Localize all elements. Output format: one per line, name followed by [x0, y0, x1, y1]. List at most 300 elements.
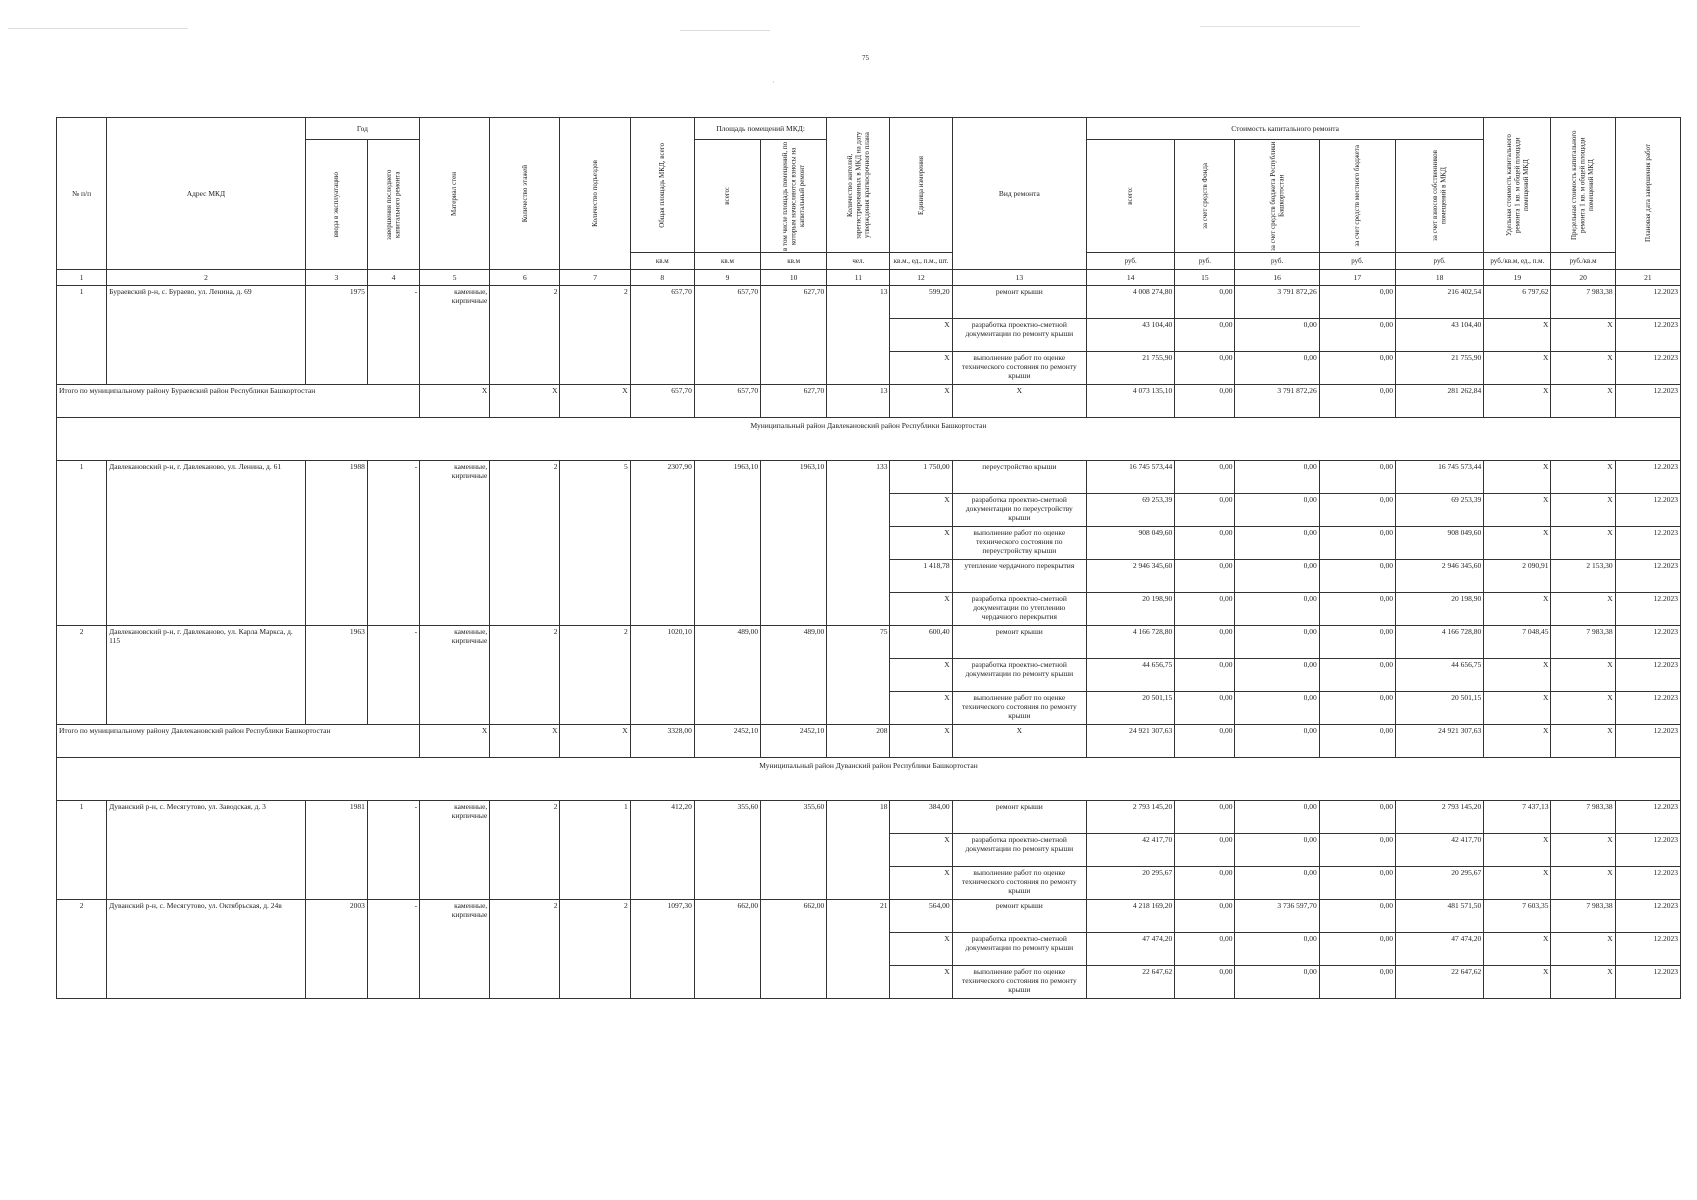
repair-type: ремонт крыши [952, 626, 1086, 659]
repair-type: X [952, 725, 1086, 758]
year-last-repair: - [367, 286, 419, 385]
specific-cost: X [1484, 692, 1551, 725]
cost-total: 4 008 274,80 [1087, 286, 1175, 319]
cost-total: 22 647,62 [1087, 966, 1175, 999]
column-number: 17 [1319, 270, 1395, 286]
cost-total: 21 755,90 [1087, 352, 1175, 385]
total-area: 657,70 [630, 286, 694, 385]
cost-fund: 0,00 [1175, 527, 1235, 560]
column-number: 5 [420, 270, 490, 286]
cost-owners: 4 166 728,80 [1395, 626, 1483, 659]
cost-total: 20 295,67 [1087, 867, 1175, 900]
header-num: № п/п [57, 118, 107, 270]
cost-local: 0,00 [1319, 692, 1395, 725]
total-area: 1097,30 [630, 900, 694, 999]
planned-date: 12.2023 [1615, 692, 1680, 725]
cost-fund: 0,00 [1175, 319, 1235, 352]
work-quantity: X [890, 494, 952, 527]
premises-owned-area: 489,00 [761, 626, 827, 725]
unit-cost-fund: руб. [1175, 253, 1235, 270]
entrances: 2 [560, 900, 630, 999]
page-number: 75 [862, 54, 869, 62]
cost-local: 0,00 [1319, 933, 1395, 966]
header-floors: Количество этажей [490, 118, 560, 270]
specific-cost: 6 797,62 [1484, 286, 1551, 319]
work-quantity: X [890, 593, 952, 626]
work-quantity: X [890, 385, 952, 418]
header-limit-cost: Предельная стоимость капитального ремонта 1 кв. м общей площади помещений МКД [1551, 118, 1615, 253]
table-row [57, 626, 1681, 659]
district-section-row [57, 758, 1681, 801]
header-cost: Стоимость капитального ремонта [1087, 118, 1484, 140]
cost-owners: 22 647,62 [1395, 966, 1483, 999]
repair-type: выполнение работ по оценке технического состояния по ремонту крыши [952, 966, 1086, 999]
column-number: 15 [1175, 270, 1235, 286]
header-premises-area: Площадь помещений МКД: [694, 118, 826, 140]
planned-date: 12.2023 [1615, 933, 1680, 966]
floors: 2 [490, 801, 560, 900]
year-last-repair: - [367, 900, 419, 999]
header-cost-republic: за счет средств бюджета Республики Башкортостан [1235, 140, 1319, 253]
cost-owners: 2 946 345,60 [1395, 560, 1483, 593]
cost-total: 20 501,15 [1087, 692, 1175, 725]
header-specific-cost: Удельная стоимость капитального ремонта 1 кв. м общей площади помещений МКД [1484, 118, 1551, 253]
cost-fund: 0,00 [1175, 352, 1235, 385]
limit-cost: X [1551, 725, 1615, 758]
column-number: 20 [1551, 270, 1615, 286]
column-number: 7 [560, 270, 630, 286]
cost-total: 4 073 135,10 [1087, 385, 1175, 418]
cost-republic: 0,00 [1235, 801, 1319, 834]
premises-owned-area: 2452,10 [761, 725, 827, 758]
repair-type: X [952, 385, 1086, 418]
work-quantity: 600,40 [890, 626, 952, 659]
table-row [57, 461, 1681, 494]
unit-cost-total: руб. [1087, 253, 1175, 270]
cost-total: 42 417,70 [1087, 834, 1175, 867]
work-quantity: X [890, 933, 952, 966]
limit-cost: 2 153,30 [1551, 560, 1615, 593]
column-number: 18 [1395, 270, 1483, 286]
cost-local: 0,00 [1319, 494, 1395, 527]
cost-owners: 281 262,84 [1395, 385, 1483, 418]
year-commission: 1975 [305, 286, 367, 385]
cost-republic: 0,00 [1235, 867, 1319, 900]
repair-type: выполнение работ по оценке технического состояния по ремонту крыши [952, 867, 1086, 900]
scan-noise [1200, 26, 1360, 27]
column-numbers-row [57, 270, 1681, 286]
residents: 13 [827, 286, 890, 385]
work-quantity: X [890, 834, 952, 867]
repair-type: разработка проектно-сметной документации по ремонту крыши [952, 933, 1086, 966]
planned-date: 12.2023 [1615, 834, 1680, 867]
wall-material: каменные, кирпичные [420, 461, 490, 626]
cost-owners: 42 417,70 [1395, 834, 1483, 867]
cost-republic: 0,00 [1235, 527, 1319, 560]
cost-republic: 3 736 597,70 [1235, 900, 1319, 933]
row-number: 2 [57, 626, 107, 725]
building-address: Дуванский р-н, с. Месягутово, ул. Октябрьская, д. 24в [107, 900, 306, 999]
repair-type: выполнение работ по оценке технического состояния по ремонту крыши [952, 352, 1086, 385]
floors: X [490, 725, 560, 758]
planned-date: 12.2023 [1615, 352, 1680, 385]
entrances: X [560, 725, 630, 758]
entrances: 2 [560, 286, 630, 385]
planned-date: 12.2023 [1615, 385, 1680, 418]
row-number: 1 [57, 461, 107, 626]
district-section-row [57, 418, 1681, 461]
column-number: 1 [57, 270, 107, 286]
district-total-row [57, 385, 1681, 418]
wall-material: X [420, 385, 490, 418]
entrances: 2 [560, 626, 630, 725]
floors: 2 [490, 626, 560, 725]
header-year-last-repair: завершения последнего капитального ремонта [367, 140, 419, 270]
planned-date: 12.2023 [1615, 494, 1680, 527]
premises-area: 657,70 [694, 385, 760, 418]
entrances: X [560, 385, 630, 418]
work-quantity: 1 418,78 [890, 560, 952, 593]
cost-total: 16 745 573,44 [1087, 461, 1175, 494]
row-number: 1 [57, 801, 107, 900]
column-number: 4 [367, 270, 419, 286]
header-premises-owned: в том числе площадь помещений, по которым начисляются взносы на капитальный ремонт [761, 140, 827, 253]
cost-local: 0,00 [1319, 527, 1395, 560]
cost-owners: 24 921 307,63 [1395, 725, 1483, 758]
planned-date: 12.2023 [1615, 659, 1680, 692]
specific-cost: X [1484, 527, 1551, 560]
repair-type: разработка проектно-сметной документации по ремонту крыши [952, 659, 1086, 692]
cost-total: 2 793 145,20 [1087, 801, 1175, 834]
cost-owners: 20 295,67 [1395, 867, 1483, 900]
cost-total: 2 946 345,60 [1087, 560, 1175, 593]
specific-cost: X [1484, 494, 1551, 527]
cost-fund: 0,00 [1175, 692, 1235, 725]
work-quantity: X [890, 352, 952, 385]
planned-date: 12.2023 [1615, 286, 1680, 319]
district-total-row [57, 725, 1681, 758]
specific-cost: X [1484, 385, 1551, 418]
planned-date: 12.2023 [1615, 527, 1680, 560]
total-area: 1020,10 [630, 626, 694, 725]
repair-type: выполнение работ по оценке технического состояния по переустройству крыши [952, 527, 1086, 560]
work-quantity: X [890, 867, 952, 900]
cost-local: 0,00 [1319, 966, 1395, 999]
work-quantity: X [890, 659, 952, 692]
residents: 13 [827, 385, 890, 418]
limit-cost: X [1551, 593, 1615, 626]
total-area: 3328,00 [630, 725, 694, 758]
premises-owned-area: 662,00 [761, 900, 827, 999]
cost-fund: 0,00 [1175, 494, 1235, 527]
cost-owners: 43 104,40 [1395, 319, 1483, 352]
cost-owners: 20 198,90 [1395, 593, 1483, 626]
column-number: 2 [107, 270, 306, 286]
wall-material: X [420, 725, 490, 758]
cost-local: 0,00 [1319, 286, 1395, 319]
cost-republic: 0,00 [1235, 659, 1319, 692]
limit-cost: X [1551, 933, 1615, 966]
cost-fund: 0,00 [1175, 626, 1235, 659]
specific-cost: X [1484, 319, 1551, 352]
premises-area: 657,70 [694, 286, 760, 385]
table-row [57, 900, 1681, 933]
cost-owners: 69 253,39 [1395, 494, 1483, 527]
premises-owned-area: 627,70 [761, 286, 827, 385]
limit-cost: X [1551, 494, 1615, 527]
table-row [57, 286, 1681, 319]
repair-type: ремонт крыши [952, 801, 1086, 834]
entrances: 1 [560, 801, 630, 900]
header-year: Год [305, 118, 419, 140]
cost-fund: 0,00 [1175, 286, 1235, 319]
specific-cost: X [1484, 966, 1551, 999]
year-commission: 1963 [305, 626, 367, 725]
header-planned-date: Плановая дата завершения работ [1615, 118, 1680, 270]
total-area: 412,20 [630, 801, 694, 900]
building-address: Давлекановский р-н, г. Давлеканово, ул. Ленина, д. 61 [107, 461, 306, 626]
premises-area: 2452,10 [694, 725, 760, 758]
premises-area: 355,60 [694, 801, 760, 900]
limit-cost: 7 983,38 [1551, 801, 1615, 834]
cost-republic: 0,00 [1235, 966, 1319, 999]
header-cost-fund: за счет средств Фонда [1175, 140, 1235, 253]
cost-local: 0,00 [1319, 385, 1395, 418]
column-number: 8 [630, 270, 694, 286]
work-quantity: 599,20 [890, 286, 952, 319]
specific-cost: X [1484, 659, 1551, 692]
year-commission: 1981 [305, 801, 367, 900]
residents: 75 [827, 626, 890, 725]
cost-owners: 908 049,60 [1395, 527, 1483, 560]
cost-fund: 0,00 [1175, 461, 1235, 494]
floors: 2 [490, 461, 560, 626]
column-number: 13 [952, 270, 1086, 286]
cost-local: 0,00 [1319, 834, 1395, 867]
header-year-commission: ввода в эксплуатацию [305, 140, 367, 270]
scan-noise [680, 30, 770, 31]
unit-residents: чел. [827, 253, 890, 270]
year-last-repair: - [367, 461, 419, 626]
cost-local: 0,00 [1319, 626, 1395, 659]
cost-republic: 0,00 [1235, 352, 1319, 385]
header-wall-material: Материал стен [420, 118, 490, 270]
column-number: 19 [1484, 270, 1551, 286]
limit-cost: X [1551, 966, 1615, 999]
repair-type: разработка проектно-сметной документации по утеплению чердачного перекрытия [952, 593, 1086, 626]
unit-cost-local: руб. [1319, 253, 1395, 270]
cost-local: 0,00 [1319, 659, 1395, 692]
limit-cost: X [1551, 692, 1615, 725]
scan-mark: · [772, 78, 775, 87]
repair-type: ремонт крыши [952, 286, 1086, 319]
planned-date: 12.2023 [1615, 867, 1680, 900]
wall-material: каменные, кирпичные [420, 900, 490, 999]
wall-material: каменные, кирпичные [420, 801, 490, 900]
planned-date: 12.2023 [1615, 626, 1680, 659]
unit-premises-owned: кв.м [761, 253, 827, 270]
district-total-label: Итого по муниципальному району Бураевский район Республики Башкортостан [57, 385, 420, 418]
cost-total: 47 474,20 [1087, 933, 1175, 966]
header-residents: Количество жителей, зарегистрированных в МКД на дату утверждения краткосрочного плана [827, 118, 890, 253]
table-row [57, 801, 1681, 834]
specific-cost: X [1484, 933, 1551, 966]
header-entrances: Количество подъездов [560, 118, 630, 270]
planned-date: 12.2023 [1615, 461, 1680, 494]
building-address: Дуванский р-н, с. Месягутово, ул. Заводская, д. 3 [107, 801, 306, 900]
residents: 208 [827, 725, 890, 758]
specific-cost: X [1484, 461, 1551, 494]
capital-repair-table [56, 117, 1681, 999]
unit-measure: кв.м., ед., п.м., шт. [890, 253, 952, 270]
limit-cost: X [1551, 834, 1615, 867]
limit-cost: 7 983,38 [1551, 286, 1615, 319]
planned-date: 12.2023 [1615, 966, 1680, 999]
limit-cost: X [1551, 527, 1615, 560]
row-number: 1 [57, 286, 107, 385]
cost-local: 0,00 [1319, 560, 1395, 593]
cost-republic: 0,00 [1235, 834, 1319, 867]
header-cost-local: за счет средств местного бюджета [1319, 140, 1395, 253]
repair-type: ремонт крыши [952, 900, 1086, 933]
cost-fund: 0,00 [1175, 900, 1235, 933]
limit-cost: 7 983,38 [1551, 626, 1615, 659]
cost-republic: 3 791 872,26 [1235, 385, 1319, 418]
premises-area: 1963,10 [694, 461, 760, 626]
work-quantity: X [890, 692, 952, 725]
header-total-area: Общая площадь МКД, всего [630, 118, 694, 253]
cost-fund: 0,00 [1175, 933, 1235, 966]
work-quantity: X [890, 966, 952, 999]
wall-material: каменные, кирпичные [420, 286, 490, 385]
district-total-label: Итого по муниципальному району Давлекановский район Республики Башкортостан [57, 725, 420, 758]
cost-owners: 2 793 145,20 [1395, 801, 1483, 834]
cost-total: 44 656,75 [1087, 659, 1175, 692]
column-number: 9 [694, 270, 760, 286]
district-section-title: Муниципальный район Давлекановский район Республики Башкортостан [57, 418, 1681, 461]
planned-date: 12.2023 [1615, 593, 1680, 626]
cost-total: 4 218 169,20 [1087, 900, 1175, 933]
row-number: 2 [57, 900, 107, 999]
cost-owners: 20 501,15 [1395, 692, 1483, 725]
cost-local: 0,00 [1319, 801, 1395, 834]
planned-date: 12.2023 [1615, 319, 1680, 352]
planned-date: 12.2023 [1615, 801, 1680, 834]
premises-owned-area: 627,70 [761, 385, 827, 418]
cost-fund: 0,00 [1175, 593, 1235, 626]
cost-local: 0,00 [1319, 461, 1395, 494]
specific-cost: 7 603,35 [1484, 900, 1551, 933]
cost-republic: 0,00 [1235, 319, 1319, 352]
cost-owners: 481 571,50 [1395, 900, 1483, 933]
cost-republic: 0,00 [1235, 933, 1319, 966]
work-quantity: 384,00 [890, 801, 952, 834]
repair-type: утепление чердачного перекрытия [952, 560, 1086, 593]
work-quantity: X [890, 319, 952, 352]
cost-republic: 0,00 [1235, 692, 1319, 725]
cost-owners: 16 745 573,44 [1395, 461, 1483, 494]
column-number: 6 [490, 270, 560, 286]
work-quantity: X [890, 527, 952, 560]
floors: 2 [490, 286, 560, 385]
year-commission: 2003 [305, 900, 367, 999]
cost-republic: 0,00 [1235, 461, 1319, 494]
cost-fund: 0,00 [1175, 560, 1235, 593]
work-quantity: 1 750,00 [890, 461, 952, 494]
cost-fund: 0,00 [1175, 867, 1235, 900]
cost-total: 908 049,60 [1087, 527, 1175, 560]
cost-owners: 216 402,54 [1395, 286, 1483, 319]
repair-type: разработка проектно-сметной документации по переустройству крыши [952, 494, 1086, 527]
unit-cost-owners: руб. [1395, 253, 1483, 270]
residents: 133 [827, 461, 890, 626]
header-cost-owners: за счет взносов собственников помещений в МКД [1395, 140, 1483, 253]
cost-local: 0,00 [1319, 352, 1395, 385]
limit-cost: 7 983,38 [1551, 900, 1615, 933]
header-cost-total: всего: [1087, 140, 1175, 253]
cost-fund: 0,00 [1175, 659, 1235, 692]
specific-cost: X [1484, 725, 1551, 758]
limit-cost: X [1551, 319, 1615, 352]
building-address: Давлекановский р-н, г. Давлеканово, ул. Карла Маркса, д. 115 [107, 626, 306, 725]
planned-date: 12.2023 [1615, 725, 1680, 758]
cost-local: 0,00 [1319, 867, 1395, 900]
premises-area: 489,00 [694, 626, 760, 725]
limit-cost: X [1551, 659, 1615, 692]
premises-owned-area: 355,60 [761, 801, 827, 900]
cost-fund: 0,00 [1175, 801, 1235, 834]
cost-total: 4 166 728,80 [1087, 626, 1175, 659]
wall-material: каменные, кирпичные [420, 626, 490, 725]
specific-cost: 7 048,45 [1484, 626, 1551, 659]
specific-cost: 7 437,13 [1484, 801, 1551, 834]
header-unit: Единица измерения [890, 118, 952, 253]
premises-owned-area: 1963,10 [761, 461, 827, 626]
cost-republic: 0,00 [1235, 593, 1319, 626]
cost-republic: 0,00 [1235, 560, 1319, 593]
limit-cost: X [1551, 385, 1615, 418]
cost-total: 43 104,40 [1087, 319, 1175, 352]
cost-owners: 44 656,75 [1395, 659, 1483, 692]
specific-cost: X [1484, 867, 1551, 900]
cost-local: 0,00 [1319, 900, 1395, 933]
residents: 18 [827, 801, 890, 900]
total-area: 657,70 [630, 385, 694, 418]
limit-cost: X [1551, 867, 1615, 900]
cost-republic: 3 791 872,26 [1235, 286, 1319, 319]
specific-cost: X [1484, 352, 1551, 385]
entrances: 5 [560, 461, 630, 626]
cost-republic: 0,00 [1235, 494, 1319, 527]
total-area: 2307,90 [630, 461, 694, 626]
repair-type: разработка проектно-сметной документации по ремонту крыши [952, 834, 1086, 867]
cost-owners: 47 474,20 [1395, 933, 1483, 966]
column-number: 21 [1615, 270, 1680, 286]
cost-republic: 0,00 [1235, 725, 1319, 758]
floors: X [490, 385, 560, 418]
unit-cost-republic: руб. [1235, 253, 1319, 270]
cost-total: 24 921 307,63 [1087, 725, 1175, 758]
planned-date: 12.2023 [1615, 900, 1680, 933]
year-commission: 1988 [305, 461, 367, 626]
planned-date: 12.2023 [1615, 560, 1680, 593]
unit-specific-cost: руб./кв.м, ед., п.м. [1484, 253, 1551, 270]
residents: 21 [827, 900, 890, 999]
repair-type: переустройство крыши [952, 461, 1086, 494]
work-quantity: 564,00 [890, 900, 952, 933]
unit-total-area: кв.м [630, 253, 694, 270]
cost-owners: 21 755,90 [1395, 352, 1483, 385]
